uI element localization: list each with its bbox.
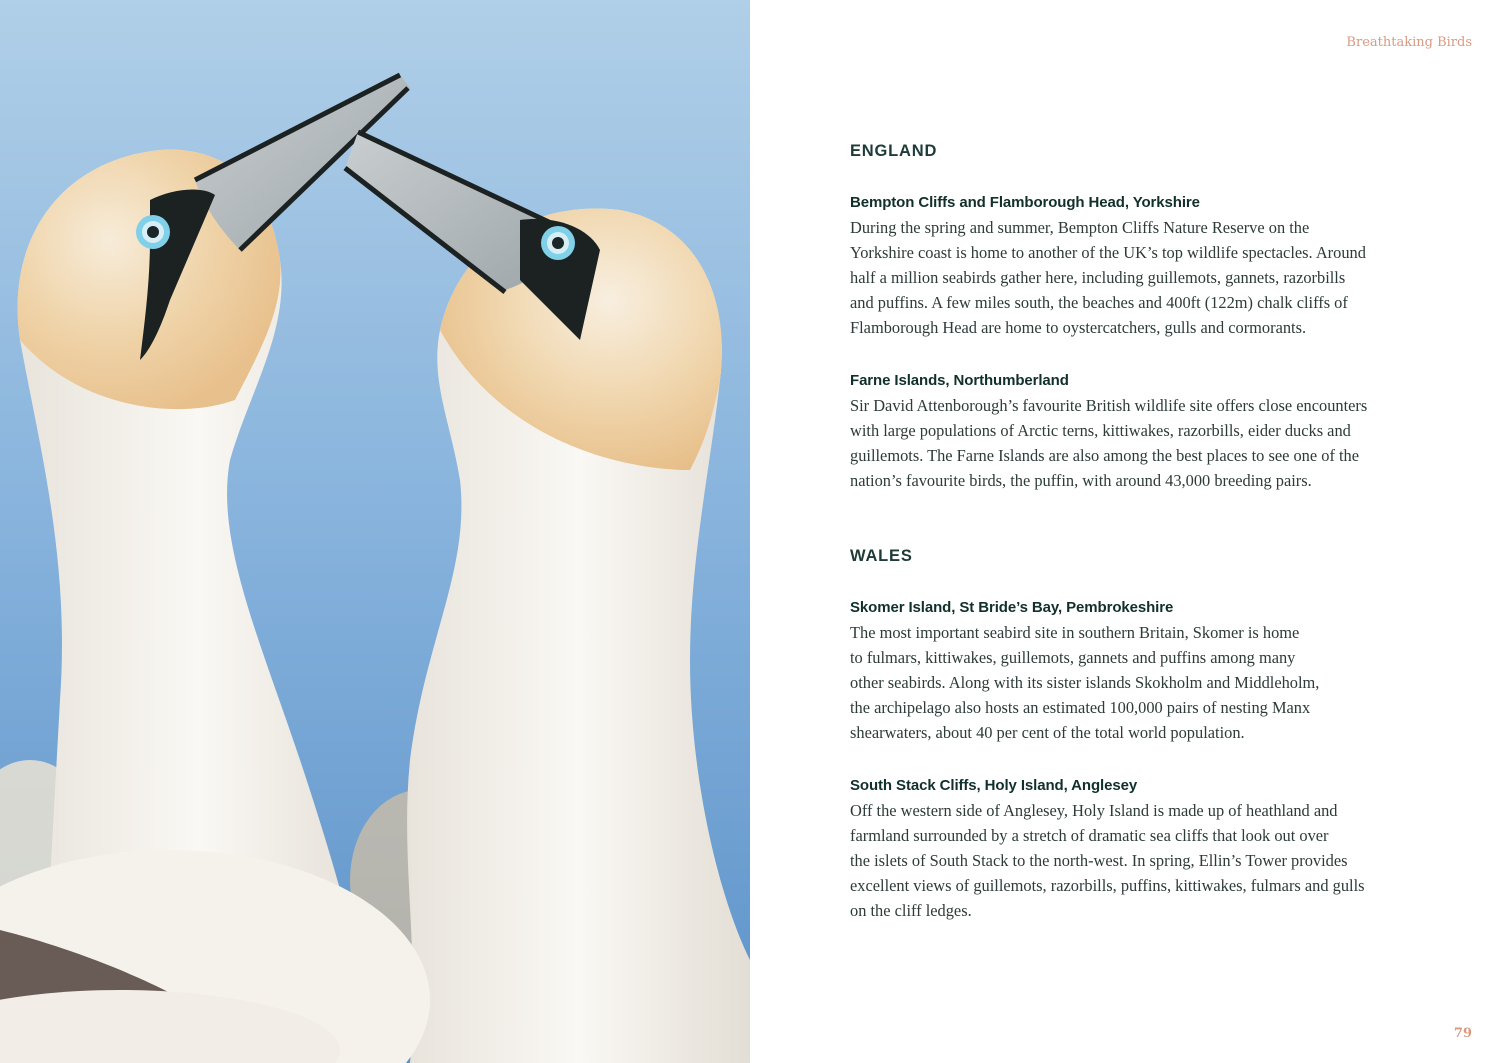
site-description: The most important seabird site in southern Britain, Skomer is home to fulmars, kittiwakes, guillemots, gannets and puffins among many other seabirds. Along with its sister islands Skokholm and Middleholm, the archipelago also hosts an estimated 100,000 pairs of nesting Manx shearwaters, about 40 per cent of the total world population. (850, 623, 1320, 742)
site-entry-bempton (850, 190, 1470, 340)
site-title: Skomer Island, St Bride’s Bay, Pembrokeshire (850, 599, 1174, 616)
site-title: South Stack Cliffs, Holy Island, Anglesey (850, 777, 1138, 794)
site-description: During the spring and summer, Bempton Cliffs Nature Reserve on the Yorkshire coast is home to another of the UK’s top wildlife spectacles. Around half a million seabirds gather here, including guillemots, gannets, razorbills and puffins. A few miles south, the beaches and 400ft (122m) chalk cliffs of Flamborough Head are home to oystercatchers, gulls and cormorants. (850, 218, 1366, 337)
region-heading-england: ENGLAND (850, 142, 938, 160)
running-head: Breathtaking Birds (1346, 35, 1472, 50)
site-entry-farne (850, 368, 1470, 493)
page-number: 79 (1453, 1026, 1472, 1041)
page-content (850, 140, 1470, 923)
site-entry-skomer (850, 595, 1470, 745)
site-entry-south-stack (850, 773, 1470, 923)
site-title: Bempton Cliffs and Flamborough Head, Yorkshire (850, 194, 1200, 211)
region-heading-wales: WALES (850, 547, 913, 565)
site-description: Off the western side of Anglesey, Holy Island is made up of heathland and farmland surrounded by a stretch of dramatic sea cliffs that look out over the islets of South Stack to the north-west. In spring, Ellin’s Tower provides excellent views of guillemots, razorbills, puffins, kittiwakes, fulmars and gulls on the cliff ledges. (850, 801, 1365, 920)
site-description: Sir David Attenborough’s favourite British wildlife site offers close encounters with large populations of Arctic terns, kittiwakes, razorbills, eider ducks and guillemots. The Farne Islands are also among the best places to see one of the nation’s favourite birds, the puffin, with around 43,000 breeding pairs. (850, 396, 1368, 490)
text-page (750, 0, 1500, 1063)
site-title: Farne Islands, Northumberland (850, 372, 1069, 389)
